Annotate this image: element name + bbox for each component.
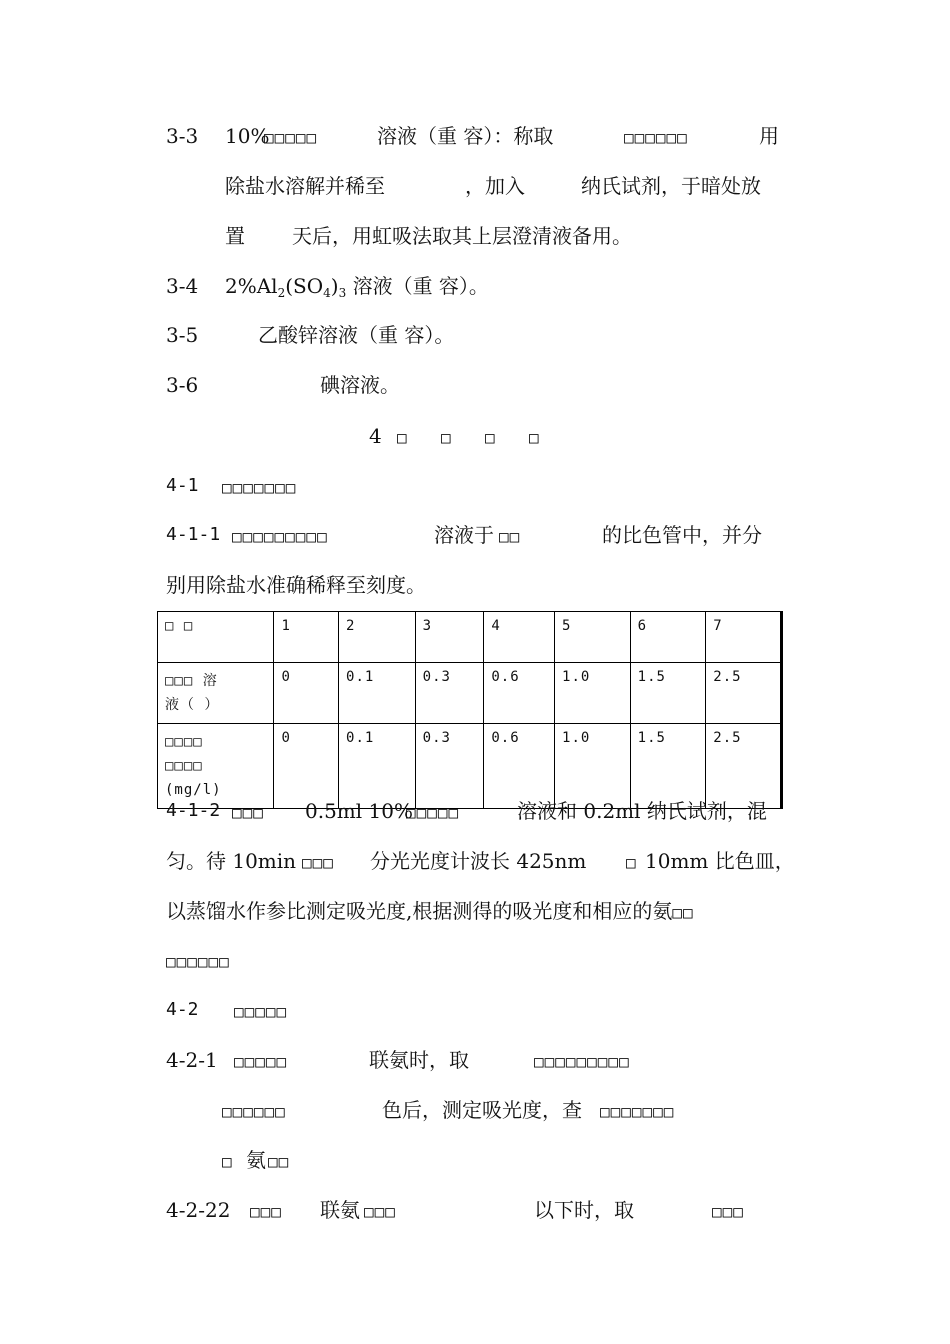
table-cell: 5 — [555, 612, 631, 663]
item-4-1-2-text: 0.5ml 10% — [305, 799, 413, 823]
item-3-4-formula: $2\%Al_2(SO_4)_3$ 溶液（重 容）。 — [225, 274, 489, 300]
item-4-1-1-number: 4-1-1 — [166, 524, 221, 545]
table-row-label: □□□□ □□□□ (mg/l) — [158, 724, 274, 809]
item-4-1-2-glyphs-2: □□□□□ — [406, 803, 460, 822]
item-3-5-text: 乙酸锌溶液（重 容）。 — [258, 323, 455, 347]
section-glyph-4: □ — [529, 428, 540, 447]
item-4-1-1-line2: 别用除盐水准确稀释至刻度。 — [166, 573, 426, 597]
table-cell: □ □ — [158, 612, 274, 663]
table-cell: 6 — [630, 612, 706, 663]
table-cell: 2 — [339, 612, 416, 663]
item-4-1-2-number: 4-1-2 — [166, 800, 221, 821]
item-3-6-text: 碘溶液。 — [320, 373, 400, 397]
item-4-1-2-line4: □□□□□□ — [166, 952, 230, 971]
table-cell: 1.5 — [630, 663, 706, 724]
table-cell: 0 — [274, 663, 339, 724]
item-4-1-1-text: 溶液于 — [434, 523, 494, 547]
item-4-2-number: 4-2 — [166, 999, 199, 1020]
item-4-2-1-line3-glyphs: □□ — [268, 1152, 290, 1171]
item-4-2-22-glyphs-3: □□□ — [712, 1202, 744, 1221]
item-4-2-22-text-2: 以下时，取 — [534, 1198, 634, 1222]
item-4-2-1-text: 联氨时，取 — [369, 1048, 469, 1072]
item-4-1-2-line2-glyph: □ — [626, 853, 637, 872]
item-4-1-number: 4-1 — [166, 475, 199, 496]
item-3-6-number: 3-6 — [166, 373, 199, 397]
item-4-1-2-glyphs: □□□ — [232, 803, 264, 822]
item-3-3-text-end: 用 — [759, 124, 779, 148]
table-cell: 7 — [706, 612, 782, 663]
item-3-3-missing-glyphs-2: □□□□□□ — [624, 128, 688, 147]
item-4-2-22-text: 联氨 — [320, 1198, 360, 1222]
item-4-2-22-glyphs: □□□ — [250, 1202, 282, 1221]
section-glyph-3: □ — [485, 428, 496, 447]
item-4-2-1-line2-glyphs: □□□□□□ — [222, 1102, 286, 1121]
item-3-3-concentration: 10% — [225, 124, 270, 148]
item-4-1-1-glyphs-2: □□ — [499, 527, 521, 546]
item-4-2-1-number: 4-2-1 — [166, 1048, 218, 1072]
item-4-1-text: □□□□□□□ — [222, 478, 297, 497]
table-cell: 0.6 — [484, 724, 555, 809]
item-4-2-1-glyphs-2: □□□□□□□□□ — [534, 1052, 630, 1071]
item-3-5-number: 3-5 — [166, 323, 199, 347]
item-3-3-line2-b: ，加入 — [465, 174, 525, 198]
item-3-3-line2-c: 纳氏试剂，于暗处放 — [581, 174, 761, 198]
standard-solution-table — [157, 611, 783, 809]
item-4-2-1-line2-text: 色后，测定吸光度，查 — [382, 1098, 582, 1122]
table-cell: 3 — [415, 612, 484, 663]
section-glyph-2: □ — [441, 428, 452, 447]
item-4-2-1-line2-glyphs-2: □□□□□□□ — [600, 1102, 675, 1121]
table-row-header — [158, 612, 782, 663]
table-cell: 2.5 — [706, 724, 782, 809]
table-row — [158, 663, 782, 724]
item-3-3-text: 溶液（重 容）：称取 — [377, 124, 554, 148]
item-4-1-2-line2-a: 匀。待 10min — [166, 849, 297, 873]
item-3-4-number: 3-4 — [166, 274, 199, 298]
table-cell: 1 — [274, 612, 339, 663]
table-cell: 1.0 — [555, 724, 631, 809]
table-cell: 0.1 — [339, 724, 416, 809]
item-4-2-1-line3-text: 氨 — [246, 1148, 266, 1172]
table-row-label: □□□ 溶 液（ ） — [158, 663, 274, 724]
item-4-1-1-glyphs: □□□□□□□□□ — [232, 527, 328, 546]
item-4-2-22-number: 4-2-22 — [166, 1198, 231, 1222]
table-cell: 4 — [484, 612, 555, 663]
item-3-3-number: 3-3 — [166, 124, 199, 148]
item-4-1-2-line2-c: 10mm 比色皿， — [645, 849, 795, 873]
table-cell: 2.5 — [706, 663, 782, 724]
section-glyph-1: □ — [397, 428, 408, 447]
item-3-3-missing-glyphs: □□□□□ — [264, 128, 318, 147]
table-cell: 0.1 — [339, 663, 416, 724]
table-cell: 0.6 — [484, 663, 555, 724]
section-number: 4 — [369, 424, 382, 448]
item-3-3-line3-a: 置 — [225, 224, 245, 248]
item-4-2-22-glyphs-2: □□□ — [364, 1202, 396, 1221]
table-cell: 0.3 — [415, 724, 484, 809]
item-4-2-1-line3-glyph: □ — [222, 1152, 233, 1171]
item-4-1-2-text-2: 溶液和 0.2ml 纳氏试剂，混 — [517, 799, 767, 823]
item-4-1-1-text-2: 的比色管中，并分 — [602, 523, 762, 547]
item-4-2-1-glyphs: □□□□□ — [234, 1052, 288, 1071]
item-3-3-line2-a: 除盐水溶解并稀至 — [225, 174, 385, 198]
item-4-1-2-line2-glyphs: □□□ — [302, 853, 334, 872]
table-cell: 0 — [274, 724, 339, 809]
table-cell: 1.0 — [555, 663, 631, 724]
table-cell: 0.3 — [415, 663, 484, 724]
table-cell: 1.5 — [630, 724, 706, 809]
item-4-1-2-line2-b: 分光光度计波长 425nm — [370, 849, 587, 873]
item-4-1-2-line3: 以蒸馏水作参比测定吸光度,根据测得的吸光度和相应的氨□□ — [166, 899, 694, 923]
item-3-3-line3-b: 天后，用虹吸法取其上层澄清液备用。 — [292, 224, 632, 248]
item-4-2-text: □□□□□ — [234, 1002, 288, 1021]
table-row — [158, 724, 782, 809]
